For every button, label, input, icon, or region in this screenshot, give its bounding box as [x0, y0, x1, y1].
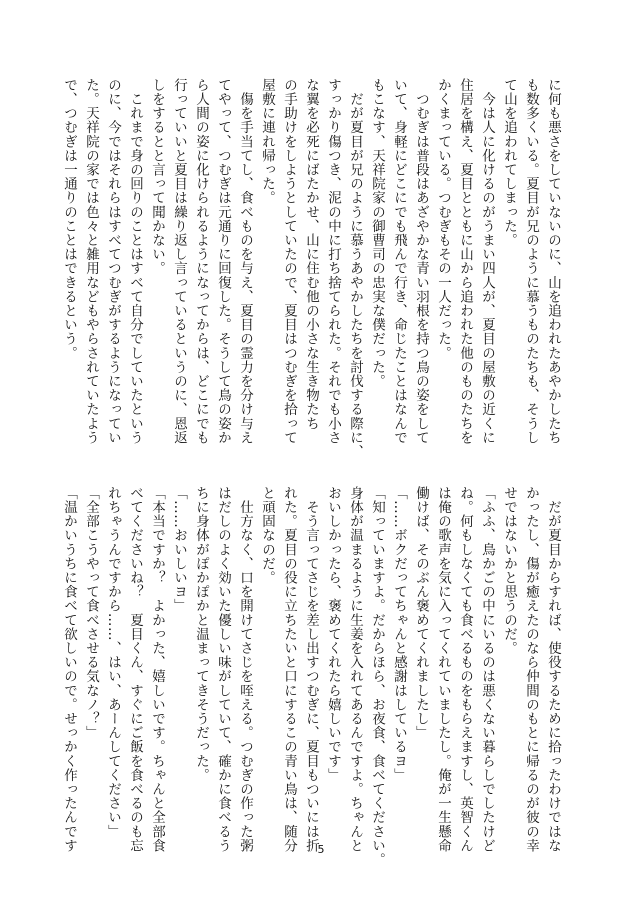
text-line: ちに身体がぽかぽかと温まってきそうだった。	[193, 486, 209, 783]
text-line: 傷を手当てし、食べものを与え、夏目の霊力を分け与え	[237, 78, 253, 445]
text-line: ら人間の姿に化けられるようになってからは、どこにでも	[193, 78, 209, 445]
text-line: た。天祥院の家では色々と雑用などもやらされていたよう	[83, 78, 99, 445]
text-line: て山を追われてしまった。	[501, 78, 517, 248]
text-line: ね。何もしなくても食べるものをもらえますし、英智くん	[457, 486, 473, 853]
text-line: の手助けをしようとしていたので、夏目はつむぎを拾って	[281, 78, 297, 445]
text-line: も数多くいる。夏目が兄のように慕うものたちも、そうし	[523, 78, 539, 445]
text-line: べてくださいね？ 夏目くん、すぐにご飯を食べるのも忘	[127, 486, 143, 853]
upper-text-block	[61, 78, 564, 459]
text-line: だが夏目からすれば、使役するために拾ったわけではな	[545, 486, 561, 853]
text-line: かくまっている。つむぎもその一人だった。	[435, 78, 451, 360]
text-line: だが夏目が兄のように慕うあやかしたちを討伐する際に、	[347, 78, 363, 459]
text-line: れちゃうんですから……、はい、あーんしてください」	[105, 486, 121, 839]
text-line: そう言ってさじを差し出すつむぎに、夏目もついには折	[303, 486, 319, 853]
text-line: に何も悪さをしていないのに、山を追われたあやかしたち	[545, 78, 561, 445]
text-line: いて、身軽にどこにでも飛んで行き、命じたことはなんで	[391, 78, 407, 445]
text-line: 住居を構え、夏目とともに山から追われた他のものたちを	[457, 78, 473, 445]
lower-text-block	[61, 486, 564, 867]
text-line: もこなす、天祥院家の御曹司の忠実な僕だった。	[369, 78, 385, 389]
text-line: これまで身の回りのことはすべて自分でしていたという	[127, 78, 143, 445]
text-line: 「温かいうちに食べて欲しいので。せっかく作ったんです	[61, 486, 77, 853]
text-line: すっかり傷つき、泥の中に打ち捨てられた。それでも小さ	[325, 78, 341, 445]
text-line: れた。夏目の役に立ちたいと口にするこの青い鳥は、随分	[281, 486, 297, 853]
text-line: は俺の歌声を気に入ってくれていましたし。俺が一生懸命	[435, 486, 451, 853]
text-line: 働けば、そのぶん褒めてくれましたし」	[413, 486, 429, 740]
text-line: 「知っていますよ。だからほら、お夜食、食べてください。	[369, 486, 385, 867]
text-line: つむぎは普段はあざやかな青い羽根を持つ鳥の姿をして	[413, 78, 429, 445]
text-line: 今は人に化けるのがうまい四人が、夏目の屋敷の近くに	[479, 78, 495, 445]
text-line: かったし、傷が癒えたのなら仲間のもとに帰るのが彼の幸	[523, 486, 539, 853]
text-line: と頑固なのだ。	[259, 486, 275, 585]
text-line: で、つむぎは一通りのことはできるという。	[61, 78, 77, 360]
text-line: 「……ボクだってちゃんと感謝はしているヨ」	[391, 486, 407, 783]
text-line: せではないかと思うのだ。	[501, 486, 517, 656]
text-line: 「本当ですか？ よかった、嬉しいです。ちゃんと全部食	[149, 486, 165, 853]
text-line: 仕方なく、口を開けてさじを咥える。つむぎの作った粥	[237, 486, 253, 853]
page-number: 5	[317, 843, 325, 856]
text-line: 「全部こうやって食べさせる気なノ？」	[83, 486, 99, 740]
text-line: おいしかったら、褒めてくれたら嬉しいです」	[325, 486, 341, 783]
text-line: のに、今ではそれらはすべてつむぎがするようになってい	[105, 78, 121, 445]
text-line: 行っていいと夏目は繰り返し言っているというのに、恩返	[171, 78, 187, 445]
text-line: 屋敷に連れ帰った。	[259, 78, 275, 205]
text-line: しをするとと言って聞かない。	[149, 78, 165, 276]
text-line: 身体が温まるように生姜を入れてあるんですよ。ちゃんと	[347, 486, 363, 853]
text-line: はだしのよく効いた優しい味がしていて、確かに食べるう	[215, 486, 231, 853]
text-line: 「……おいしいヨ」	[171, 486, 187, 613]
text-line: な翼を必死にばたかせ、山に住む他の小さな生き物たち	[303, 78, 319, 431]
text-line: 「ふふ、鳥かごの中にいるのは悪くない暮らしでしたけど	[479, 486, 495, 853]
text-line: てやって、つむぎは元通りに回復した。そうして鳥の姿か	[215, 78, 231, 445]
